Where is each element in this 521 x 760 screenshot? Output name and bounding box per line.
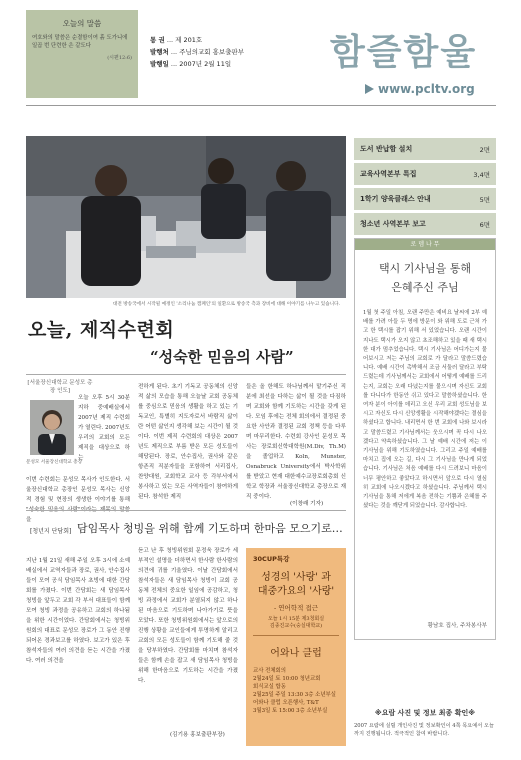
daily-verse-title: 오늘의 말씀 bbox=[62, 19, 102, 28]
notice-heading: ※요람 사진 및 정보 최종 확인※ bbox=[374, 709, 476, 717]
column-header: 로 뎀 나 무 bbox=[355, 239, 495, 250]
publisher-value: 주님의교회 홍보출판부 bbox=[179, 48, 245, 56]
event-title bbox=[253, 571, 339, 599]
article2-divider bbox=[26, 510, 346, 511]
toc-item-page: 3,4면 bbox=[473, 170, 490, 179]
article-column-2: 전하게 된다. 초기 기독교 공동체의 신앙적 삶의 모습을 통해 오늘날 교회 공동체를 중심으로 믿음의 생활을 하고 있는 기독교인, 특별히 지도자로서 바람직 삶이란 어떤 삶인지 생각해 보는 시간이 될 것이다. 이번 제직 수련회의 대상은 2007년도 제직으로 부름 받은 모든 성도들이 해당된다. 장로, 안수집사, 권사와 같은 항존직 직분자들을 포함하여 서리집사, 찬양대원, 교회학교 교사 등 각부서에서 봉사하고 있는 모든 사역자들이 참여하게 된다. 참석한 제직 bbox=[138, 384, 238, 500]
daily-verse-text: 여호와의 말씀은 순결함이여 흙 도가니에 일곱 번 단련한 은 같도다 bbox=[32, 35, 128, 49]
article2-column-1: 지난 1월 21일 새해 주일 오후 3시에 소예배실에서 교역자들과 장로, 권사, 안수집사들이 모여 공식 담임목사 초빙에 대한 간담회를 가졌다. 이번 간담회는 새 담임목사 청빙을 앞두고 교회 각 부서 대표들이 함께 모여 청빙 과정을 공유하고 교회의 하나됨을 위한 시간이었다. 간담회에서는 청빙위원회의 대표로 문성모 장로가 그 동안 진행되어온 경과보고를 하였다. 보고가 있은 후 참석자들의 여러 의견을 듣는 시간을 가졌다. 여러 의견을 bbox=[26, 558, 130, 664]
toc-item[interactable] bbox=[354, 163, 496, 185]
column-author: 황남호 집사, 주차봉사부 bbox=[427, 623, 487, 629]
article2-byline: (김기용 홍보출판부장) bbox=[170, 732, 225, 738]
main-photo bbox=[26, 136, 346, 298]
main-headline: 오늘, 제직수련회 bbox=[28, 319, 175, 341]
event-divider bbox=[253, 635, 339, 636]
website-url: www.pcltv.org bbox=[378, 82, 475, 96]
toc-item-title: 도서 반납함 설치 bbox=[360, 145, 413, 153]
volume-value: 제 201호 bbox=[175, 36, 203, 44]
volume-label: 통 권 bbox=[150, 36, 165, 44]
notice-body: 2007 요람에 실릴 개인사진 및 정보확인이 4쪽 목요예서 오늘 까지 진행됩니다. 적극적인 참여 바랍니다. bbox=[354, 723, 494, 737]
event-title-2: 어와나 클럽 bbox=[270, 648, 322, 659]
speaker-portrait bbox=[30, 400, 74, 455]
toc-item[interactable] bbox=[354, 188, 496, 210]
column-body: 1월 첫 주일 아침, 오랜 주만은 예비요 날씨에 2부 예배를 가려 아들 두 명에 방문이 와 위해 도로 근처 가고 한 택시를 잡기 위해 서 있었습니다. 오랜 시간이 지나도 택시가 오지 않고 초조해하고 있을 때 새 택시 한 대가 멈추었습니다. 택시 기사님은 어디가는지 물어보시고 저는 주님의 교회로 가 달라고 말씀드렸습니다. 예배 시간이 촉박해서 조금 서둘러 달라고 부탁드렸는데 기사님께서는 교회에서 어떻게 예배를 드리는지, 교회는 오래 다녔는지를 물으시며 자신도 교회를 다니다가 한동안 쉬고 있다고 말씀하셨습니다. 한 여자 분이 아이를 데리고 오신 우리 교회 성도님을 보시고 자신도 다시 신앙생활을 시작해야겠다는 결심을 하셨다고 합니다. 내리면서 한 번 교회에 나와 보시라고 말씀드렸고 기사님께서는 웃으시며 꼭 다시 나오겠다고 약속하셨습니다. 그 날 예배 시간에 저는 이 기사님을 위해 기도하였습니다. 그리고 주일 예배를 마치고 집에 오는 길, 다시 그 기사님을 만나게 되었습니다. 기사님은 처음 예배를 다시 드려보니 마음이 너무 평안하고 좋았다고 하시면서 앞으로 다시 열심히 교회에 나오시겠다고 하셨습니다. 주님께서 택시 기사님을 통해 저에게 복음 전하는 기쁨과 은혜를 주셨다는 것을 깨닫게 되었습니다. 감사합니다. bbox=[363, 310, 487, 510]
article-byline: (이창래 기자) bbox=[290, 501, 324, 507]
event-badge: 30CUP특강 bbox=[253, 555, 290, 563]
event-detail: 오늘 1시 15분 제3청회실 김종진교수(숭실대학교) bbox=[267, 616, 325, 629]
event-box bbox=[246, 548, 346, 746]
event-detail-2: 교사 전체회의 2월24일 토 10:00 청년교회 회식교실 합동 2월25일 주일 13:30 3층 소년부실 어와나 클럽 오픈행사, T&T 3월3일 토 15:00 3층 소년부실 bbox=[253, 668, 336, 714]
toc-item-page: 5면 bbox=[479, 195, 490, 204]
article-column-1-cont: 이번 수련회는 문성모 목사가 인도한다. 서울장신대학교 총장인 문성모 목사는 신앙적 경험 및 현장의 생생한 이야기를 통해 을 bbox=[26, 477, 130, 523]
article-column-1: 오늘 오후 5시 30분 지하 중예배실에서 2007년 제직 수련회가 열린다. 2007년도 우리의 교회의 모든 제직을 대상으로 하는 bbox=[78, 395, 130, 461]
toc-item-title: 1학기 양육클래스 안내 bbox=[360, 195, 431, 203]
toc-item-title: 청소년 사역본부 보고 bbox=[360, 220, 426, 228]
play-arrow-icon bbox=[365, 84, 374, 94]
speaker-label: [서울장신대학교 문성모 총장 인도] bbox=[27, 380, 93, 394]
toc-item[interactable] bbox=[354, 138, 496, 160]
event-subtitle: - 연어학적 접근 bbox=[273, 604, 318, 612]
column-title: 택시 기사님을 통해 bbox=[378, 262, 471, 275]
column-box bbox=[354, 238, 496, 640]
article2-column-2: 듣고 난 후 청빙위원회 문정욱 장로가 세부적인 설명을 더하면서 한사람 한사람의 의견에 귀를 기울였다. 이날 간담회에서 참석자들은 새 담임목사 청빙이 교회 공동체 전체의 중요한 일임에 공감하고, 청빙 과정에서 교회가 분열되지 않고 하나된 마음으로 기도하며 나아가기로 뜻을 모았다. 또한 청빙위원회에서는 앞으로의 진행 상황을 교인들에게 투명하게 알리고 교회의 모든 성도들이 함께 기도해 줄 것을 당부하였다. 간담회를 마치며 참석자들은 함께 손을 잡고 새 담임목사 청빙을 위해 한마음으로 기도하는 시간을 가졌다. bbox=[138, 548, 238, 684]
article-column-3: 들은 올 한해도 하나님께서 맡기주신 직분에 최선을 다하는 삶이 될 것을 다짐하며 교회와 함께 기도하는 시간을 갖게 된다. 모임 후에는 전체 회의에서 결정된 중요한 사안과 결정된 교회 정책 등을 다루며 마무리한다. 수련회 강사인 문성모 목사는 장로회신학대학원(M.Div, Th.M)을 졸업하고 Koln, Munster, Osnabruck University에서 박사학위를 받았고 현재 대한예수교장로회총회 신학교 학장과 서울장신대학교 총장으로 재직 중이다. bbox=[246, 384, 346, 500]
photo-caption: 대전 방송국에서 시작될 예정인 '소리나눔 캠페인'의 일환으로 방송국 측과 장비에 대해 이야기를 나누고 있습니다. bbox=[112, 302, 340, 307]
date-value: 2007년 2월 11일 bbox=[179, 60, 232, 68]
daily-verse-source: (시편12:6) bbox=[107, 55, 132, 61]
daily-verse-box bbox=[26, 10, 138, 98]
masthead-title: 함즐함울 bbox=[330, 32, 478, 73]
event-title-line1: 성경의 '사랑' 과 bbox=[261, 572, 331, 583]
article-divider bbox=[26, 374, 346, 375]
event-title-line2: 대중가요의 '사랑' bbox=[257, 586, 335, 597]
website-link[interactable] bbox=[365, 82, 475, 96]
sub-headline: “성숙한 믿음의 사람” bbox=[150, 348, 294, 366]
date-label: 발행일 bbox=[150, 60, 169, 68]
article2-headline: 담임목사 청빙을 위해 함께 기도하며 한마음 모으기로… bbox=[77, 522, 343, 535]
article2-kicker: [청년지 단담회] bbox=[30, 528, 72, 535]
issue-info: 통 권 ... 제 201호 발행처 ... 주님의교회 홍보출판부 발행일 ... 2007년 2월 11일 bbox=[150, 36, 245, 68]
publisher-label: 발행처 bbox=[150, 48, 169, 56]
toc-item-page: 2면 bbox=[479, 145, 490, 154]
toc-item-title: 교육사역본부 특집 bbox=[360, 170, 417, 178]
table-of-contents bbox=[354, 138, 496, 238]
toc-item[interactable] bbox=[354, 213, 496, 235]
toc-item-page: 6면 bbox=[479, 220, 490, 229]
portrait-caption: 문성모 서울장신대학교 총장 bbox=[26, 460, 83, 465]
column-title-line2: 은혜주신 주님 bbox=[391, 281, 459, 294]
header-divider bbox=[26, 105, 496, 106]
